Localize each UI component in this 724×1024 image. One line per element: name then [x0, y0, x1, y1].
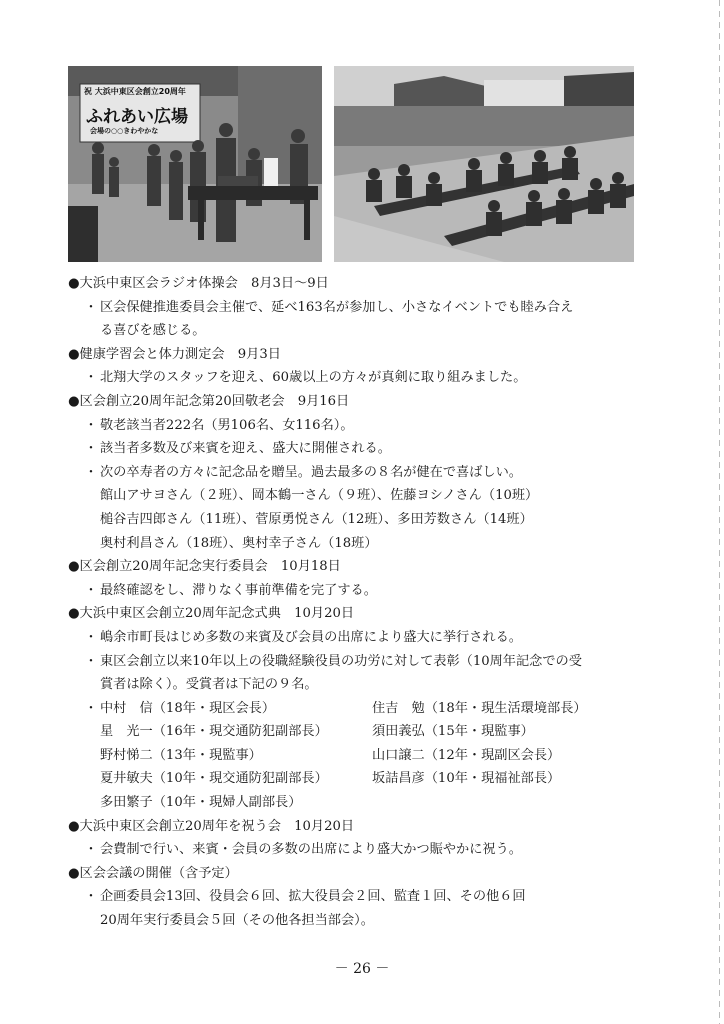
bullet-spacer — [82, 791, 100, 815]
bullet-dot-icon: ・ — [84, 441, 98, 457]
event-photo-right — [334, 66, 634, 262]
list-item — [68, 296, 668, 343]
awardee-name: 野村悌二（13年・現監事） — [100, 747, 262, 763]
awardee-name: 中村 信（18年・現区会長） — [100, 700, 276, 716]
page-number: － 26 － — [334, 961, 390, 977]
section-date: 10月20日 — [294, 818, 355, 834]
bullet-dot-icon: ・ — [84, 370, 98, 386]
awardee — [354, 767, 604, 791]
bullet-spacer — [354, 697, 372, 721]
banner-top-text: 祝 大浜中東区会創立20周年 — [84, 87, 186, 96]
awardee — [354, 744, 604, 768]
awardee — [354, 720, 604, 744]
item-line: 賞者は除く）。受賞者は下記の９名。 — [100, 677, 318, 693]
section-date: 9月16日 — [297, 393, 350, 409]
section-title: ●大浜中東区会創立20周年記念式典 — [68, 606, 281, 622]
awardee-list — [68, 697, 668, 815]
awardee — [82, 720, 354, 744]
list-item — [68, 461, 668, 555]
event-photo-left — [68, 66, 322, 262]
section-title: ●区会会議の開催（含予定） — [68, 865, 238, 881]
item-line: 東区会創立以来10年以上の役職経験役員の功労に対して表彰（10周年記念での受 — [100, 653, 582, 669]
banner-main-text: ふれあい広場 — [86, 107, 188, 127]
page-edge-line — [719, 0, 720, 1024]
item-line: 区会保健推進委員会主催で、延べ163名が参加し、小さなイベントでも睦み合え — [100, 299, 574, 315]
list-item — [68, 885, 668, 932]
awardee-name: 山口譲二（12年・現副区会長） — [372, 747, 561, 763]
bullet-spacer — [354, 744, 372, 768]
item-line: 館山アサヨさん（２班）、岡本鶴一さん（９班）、佐藤ヨシノさん（10班） — [100, 488, 539, 504]
item-line: 最終確認をし、滞りなく事前準備を完了する。 — [100, 582, 377, 598]
list-item — [68, 579, 668, 603]
item-line: 嶋余市町長はじめ多数の来賓及び会員の出席により盛大に挙行される。 — [100, 629, 522, 645]
bullet-spacer — [82, 720, 100, 744]
list-item — [68, 650, 668, 697]
section-heading — [68, 272, 668, 296]
awardee — [82, 744, 354, 768]
list-item — [68, 838, 668, 862]
section-heading — [68, 815, 668, 839]
bullet-dot-icon: ・ — [84, 653, 98, 669]
item-line: 敬老該当者222名（男106名、女116名）。 — [100, 417, 354, 433]
section-date: 10月20日 — [294, 606, 355, 622]
banner-sub-text: 会場の○○きわやかな — [90, 127, 159, 135]
bullet-spacer — [354, 767, 372, 791]
awardee — [82, 697, 354, 721]
bullet-dot-icon: ・ — [84, 889, 98, 905]
section-title: ●大浜中東区会創立20周年を祝う会 — [68, 818, 281, 834]
section-date: 9月3日 — [237, 346, 281, 362]
section-date: 10月18日 — [280, 559, 341, 575]
awardee — [82, 791, 354, 815]
list-item — [68, 626, 668, 650]
awardee-name: 住吉 勉（18年・現生活環境部長） — [372, 700, 587, 716]
section-heading — [68, 602, 668, 626]
section-title: ●区会創立20周年記念第20回敬老会 — [68, 393, 285, 409]
section-date: 8月3日～9日 — [250, 276, 329, 291]
item-line: 20周年実行委員会５回（その他各担当部会）。 — [100, 913, 374, 929]
bullet-dot-icon: ・ — [84, 842, 98, 858]
bullet-dot-icon: ・ — [84, 582, 98, 598]
list-item — [68, 414, 668, 438]
awardee-name: 夏井敏夫（10年・現交通防犯副部長） — [100, 771, 328, 787]
bullet-dot-icon: ・ — [84, 417, 98, 433]
item-line: 北翔大学のスタッフを迎え、60歳以上の方々が真剣に取り組みました。 — [100, 370, 527, 386]
bullet-dot-icon: ・ — [84, 464, 98, 480]
item-line: る喜びを感じる。 — [100, 323, 206, 339]
section-heading — [68, 555, 668, 579]
section-title: ●健康学習会と体力測定会 — [68, 346, 225, 362]
bullet-dot-icon: ・ — [84, 299, 98, 315]
awardee-name: 坂詰昌彦（10年・現福祉部長） — [372, 771, 561, 787]
activity-report — [68, 272, 668, 933]
item-line: 槌谷吉四郎さん（11班）、菅原勇悦さん（12班）、多田芳数さん（14班） — [100, 511, 533, 527]
bullet-dot-icon: ・ — [84, 700, 98, 716]
item-line: 該当者多数及び来賓を迎え、盛大に開催される。 — [100, 441, 391, 457]
item-line: 会費制で行い、来賓・会員の多数の出席により盛大かつ賑やかに祝う。 — [100, 842, 522, 858]
item-line: 次の卒寿者の方々に記念品を贈呈。過去最多の８名が健在で喜ばしい。 — [100, 464, 522, 480]
bullet-spacer — [354, 720, 372, 744]
section-heading — [68, 343, 668, 367]
section-title: ●大浜中東区会ラジオ体操会 — [68, 276, 238, 291]
awardee — [354, 697, 604, 721]
section-title: ●区会創立20周年記念実行委員会 — [68, 559, 268, 575]
awardee — [82, 767, 354, 791]
item-line: 奥村利昌さん（18班）、奥村幸子さん（18班） — [100, 535, 378, 551]
list-item — [68, 366, 668, 390]
awardee-name: 星 光一（16年・現交通防犯副部長） — [100, 724, 328, 740]
awardee-name: 多田繁子（10年・現婦人副部長） — [100, 795, 302, 811]
section-heading — [68, 390, 668, 414]
list-item — [68, 437, 668, 461]
section-heading — [68, 862, 668, 886]
bullet-spacer — [82, 767, 100, 791]
photo-right-drawing — [334, 66, 634, 262]
awardee-name: 須田義弘（15年・現監事） — [372, 724, 534, 740]
bullet-spacer — [82, 744, 100, 768]
bullet-dot-icon: ・ — [84, 629, 98, 645]
item-line: 企画委員会13回、役員会６回、拡大役員会２回、監査１回、その他６回 — [100, 889, 526, 905]
